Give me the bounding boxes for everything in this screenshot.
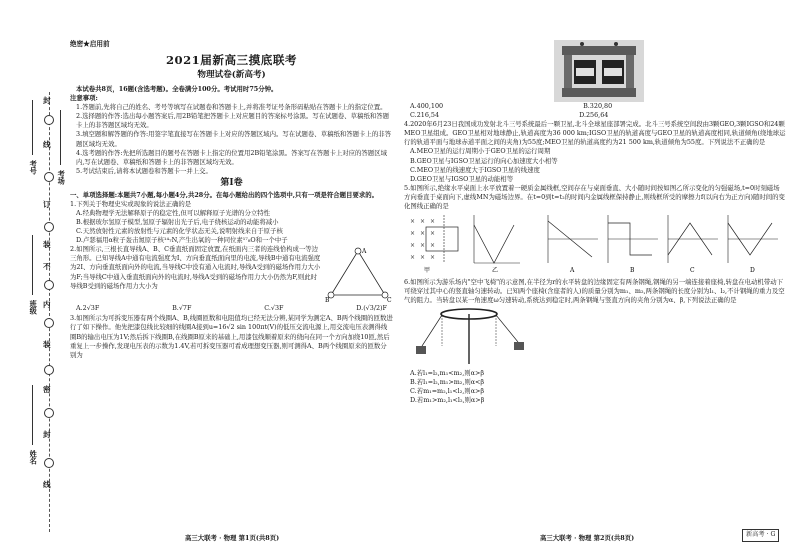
seal-circle [44,318,54,328]
q3-options-row2 [404,111,786,120]
q1-option: A.经典物理学无法解释原子的稳定性,但可以解释原子光谱的分立特性 [76,208,271,217]
q5-figure-jia [410,215,458,274]
q6-option: C.若m₁=m₂,l₁<l₂,则α>β [410,386,485,395]
seal-char: 装 [43,240,51,249]
kaohao-underline [32,100,33,155]
seal-circle [44,365,54,375]
svg-text:A: A [570,267,575,275]
svg-text:C: C [690,267,695,275]
q1-stem: 1.下列关于物理史实或现象的说法正确的是 [70,199,192,208]
q5-figure-yi [474,215,520,274]
q4-option: D.GEO卫星与IGSO卫星的动能相等 [410,174,514,183]
binding-strip [0,0,67,551]
q1-option: B.根据玻尔氢原子模型,氢原子辐射出光子后,电子绕核运动的动能将减小 [76,218,279,226]
q2-triangle-figure [323,245,393,303]
q6-option: A.若l₁=l₂,m₁<m₂,则α>β [410,368,485,377]
seal-char: 装 [43,340,51,349]
seal-char: 线 [43,480,51,489]
seal-circle [44,408,54,418]
note-item: 4.选考题的作答:先把所选题目的题号在答题卡上指定的位置用2B铅笔涂黑。答案写在答题卡上对应的答题区域内,写在试题卷、草稿纸和答题卡上的非答题区域均无效。 [76,148,387,166]
q6-flying-chairs-figure [404,306,534,366]
svg-text:×: × [420,254,426,262]
xingming-underline [32,385,33,445]
q5-option-a-graph [548,215,598,274]
svg-text:D: D [750,267,755,275]
svg-text:×: × [410,230,416,238]
q4-stem: 4.2020年6月23日我国成功发射北斗三号系统最后一颗卫星,北斗全球星座部署完成。北斗三号系统空间段由3颗GEO,3颗IGSO和24颗MEO卫星组成。GEO卫星相对地球静止,轨道高度为36 000 km;IGSO卫星的轨道高度与GEO卫星的轨道高度相同,轨道倾角(绕地球运行的轨道平面与地球赤道平面之间的夹角)为55度;MEO卫星的轨道高度约为21 500 km,轨道倾角为55度。下列说法不正确的是 [404,120,786,147]
q2-option: D.(√3/2)F [356,304,387,313]
exam-title: 2021届新高三摸底联考 [165,53,298,68]
seal-char: 密 [43,385,51,394]
q3-stem: 3.如图所示为可拆变压器有两个线圈A、B,线圈匝数和电阻值均已经无法分辨,某同学为测定A、B两个线圈的匝数进行了如下操作。他先把漆包线比较细的线圈A接到u=16√2 sin 100πt(V)的低压交流电源上,用交流电压表测得线圈B的输出电压为1V;然后拆下线圈B,在线圈B原来的基础上,用漆包线顺着原来的绕向在同一个方向加绕10匝,然后重复上一步操作,发现电压表的示数为1.4V,若可拆变压器可看成理想变压器,则可测得A、B两个线圈原来的匝数分别为 [70,314,393,359]
exam-type-badge: 新高考 · G [742,529,779,542]
seal-circle [44,172,54,182]
exam-intro: 本试卷共8页，16题(含选考题)。全卷满分100分。考试用时75分钟。 [76,85,278,94]
right-column [404,40,786,405]
q5-option-b-graph [608,215,658,274]
seal-circle [44,458,54,468]
svg-text:×: × [430,254,436,262]
q2-stem: 2.如图所示,三根长直导线A、B、C垂直纸面固定放置,在纸面内三者的连线恰构成一等边三角形。已知导线A中通有电流强度为I、方向垂直纸面向里的电流,导线B中通有电流强度为2I、方向垂直纸面向外的电流,当导线C中没有通入电流时,导线A受到的磁场作用力大小为F;当导线C中通入垂直纸面向外的电流时,导线A受到的磁场作用力大小仍然为F,则此时导线B受到的磁场作用力大小为 [70,245,321,290]
exam-subtitle: 物理试卷(新高考) [197,69,266,80]
svg-text:×: × [430,230,436,238]
note-item: 1.答题前,先将自己的姓名、考号等填写在试题卷和答题卡上,并将准考证号条形码粘贴在答题卡上的指定位置。 [76,103,387,112]
svg-text:甲: 甲 [424,267,431,275]
q1-option: C.天然放射性元素的放射性与元素的化学状态无关,说明射线来自于原子核 [76,227,283,236]
label-banji: 班级 [29,300,39,315]
svg-text:×: × [420,230,426,238]
seal-char: 内 [43,300,51,309]
footer-right: 高三大联考 · 物理 第2页(共8页) [540,534,635,542]
svg-text:×: × [430,218,436,226]
seal-circle [44,115,54,125]
notes-heading: 注意事项: [70,94,98,103]
kaochang-underline [60,110,61,165]
label-kaochang: 考场 [57,170,67,185]
q2-option: C.√3F [264,304,284,313]
q2-label-c: C [387,297,392,304]
seal-char: 订 [43,200,51,209]
seal-circle [44,222,54,232]
q6-option: D.若m₁>m₂,l₁<l₂,则α>β [410,395,485,404]
q3-option: B.320,80 [583,102,613,110]
q6-option: B.若l₁=l₂,m₁>m₂,则α<β [410,377,485,386]
seal-char: 封 [43,430,51,439]
q2-label-a: A [362,248,367,256]
q6-block [404,306,786,405]
q4-option: C.MEO卫星的线速度大于IGSO卫星的线速度 [410,165,540,174]
svg-text:×: × [430,242,436,250]
seal-circle [44,280,54,290]
q3-transformer-photo [554,40,644,102]
svg-text:×: × [410,254,416,262]
q1-option: D.卢瑟福用α粒子轰击氮原子核¹⁴₇N,产生出氧的一种同位素¹⁷₈O和一个中子 [76,236,288,245]
left-column [70,40,393,360]
svg-text:×: × [420,218,426,226]
note-item: 5.考试结束后,请将本试题卷和答题卡一并上交。 [76,166,212,175]
q3-option: D.256,64 [579,111,609,120]
q5-option-c-graph [668,215,718,274]
q3-option: C.216,54 [410,111,440,120]
q5-option-d-graph [728,215,778,274]
label-xingming: 姓名 [29,450,39,465]
q2-option: B.√7F [172,304,192,313]
section-instruction: 一、单项选择题:本题共7小题,每小题4分,共28分。在每小题给出的四个选项中,只有一项是符合题目要求的。 [70,190,379,199]
seal-char: 线 [43,140,51,149]
note-item: 3.填空题和解答题的作答:用签字笔直接写在答题卡上对应的答题区域内。写在试题卷、草稿纸和答题卡上的非答题区域均无效。 [76,130,391,148]
q2-label-b: B [325,297,330,304]
svg-text:×: × [410,242,416,250]
seal-char: 不 [43,262,51,271]
svg-text:乙: 乙 [492,267,499,275]
section-title: 第Ⅰ卷 [220,177,243,188]
q2-options [70,303,393,314]
q3-options-row1 [404,102,786,111]
q2-option: A.2√3F [76,304,100,313]
q4-option: A.MEO卫星的运行周期小于GEO卫星的运行周期 [410,147,551,156]
svg-text:B: B [630,267,635,275]
q3-option: A.400,100 [410,102,444,110]
banji-underline [32,235,33,295]
q4-option: B.GEO卫星与IGSO卫星运行的向心加速度大小相等 [410,156,558,165]
svg-text:×: × [420,242,426,250]
note-item: 2.选择题的作答:选出每小题答案后,用2B铅笔把答题卡上对应题目的答案标号涂黑。写在试题卷、草稿纸和答题卡上的非答题区域均无效。 [76,112,390,130]
svg-text:×: × [410,218,416,226]
q5-stem: 5.如图所示,绝缘水平桌面上水平放置着一硬质金属线框,空间存在与桌面垂直、大小随时间按如图乙所示变化的匀强磁场,t=0时刻磁场方向垂直于桌面向下,虚线MN为磁场边界。在t=0到t=t₂的时间内金属线框保持静止,则线框所受的摩擦力f(以向右为正方向)随时间的变化图线正确的是 [404,183,785,211]
confidential-mark: 绝密★启用前 [70,40,110,48]
q6-stem: 6.如图所示为游乐场内"空中飞椅"的示意图,在半径为r的水平转盘的边缘固定有两条钢绳,钢绳的另一端连接着座椅,转盘在电动机带动下可绕穿过其中心的竖直轴匀速转动。已知两个座椅(含座者的人)的质量分别为m₁、m₂,两条钢绳的长度分别为l₁、l₂,不计钢绳的重力及空气的阻力。当转盘以某一角速度ω匀速转动,系统达到稳定时,两条钢绳与竖直方向的夹角分别为α、β,下列说法正确的是 [404,278,785,305]
q5-figures [404,211,786,275]
label-kaohao: 考号 [29,160,39,175]
seal-char: 封 [43,96,51,105]
footer-left: 高三大联考 · 物理 第1页(共8页) [185,534,280,542]
q2-block [70,245,393,303]
